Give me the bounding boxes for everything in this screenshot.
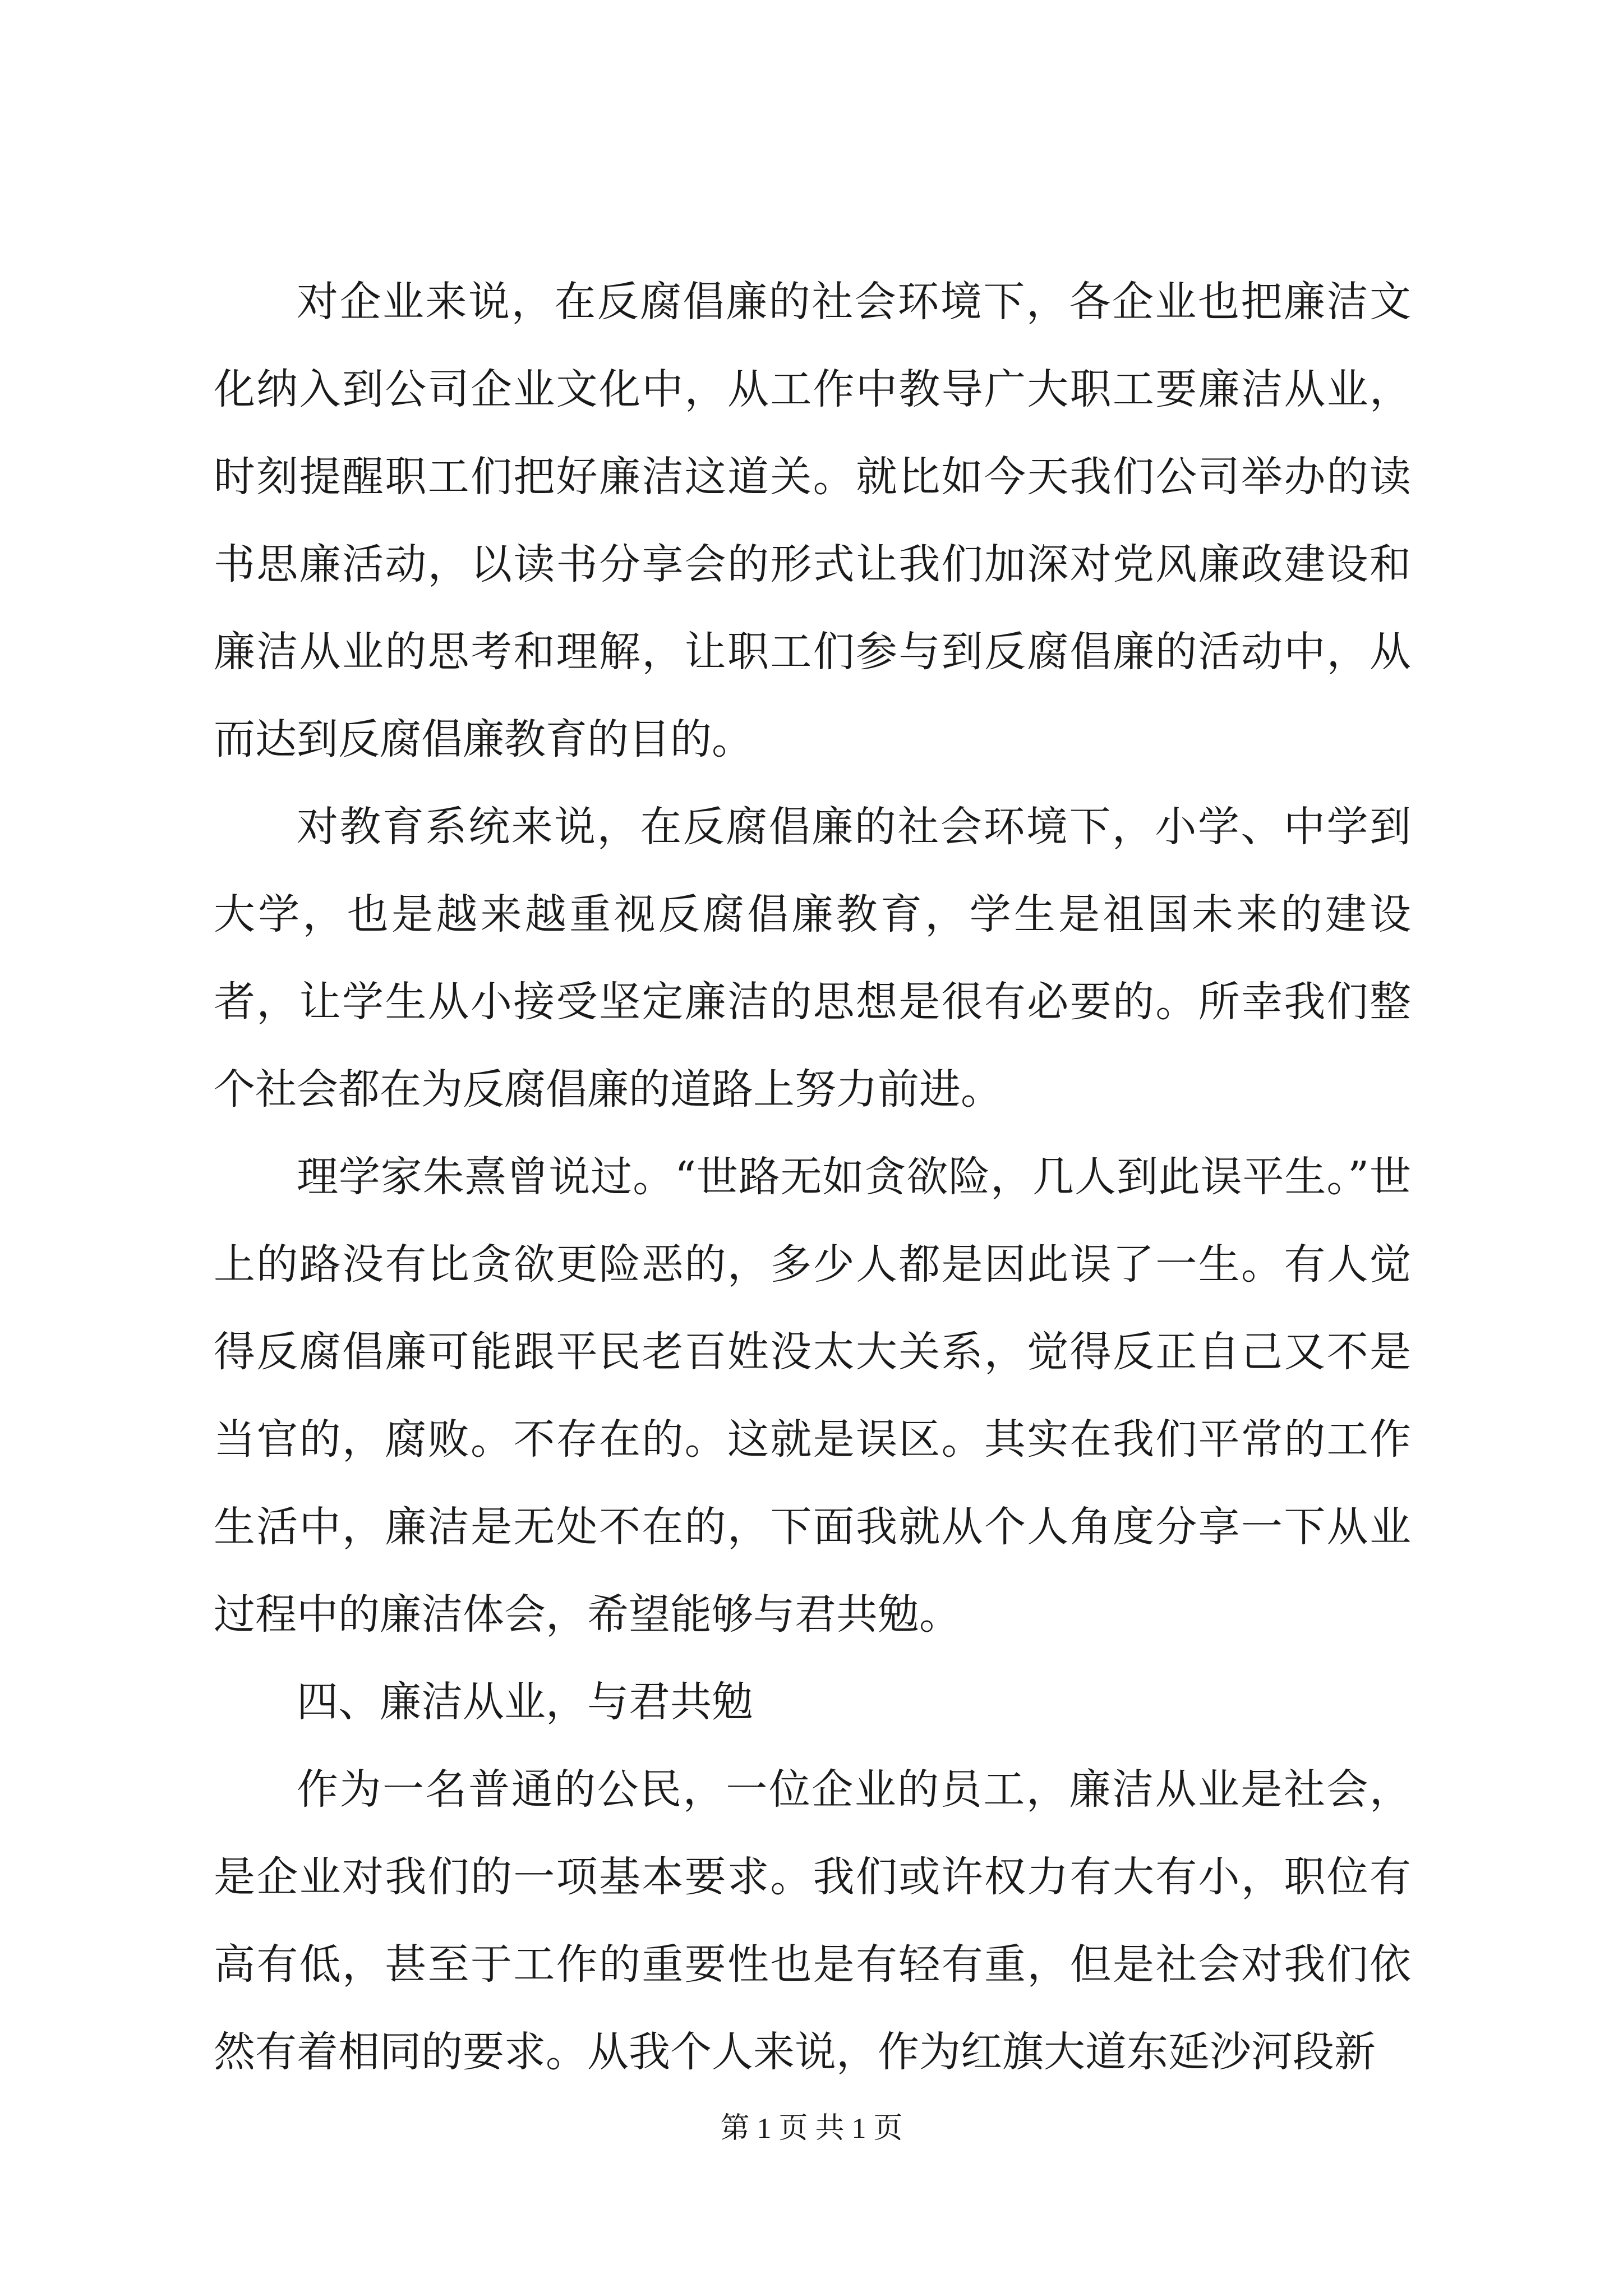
section-heading: 四、廉洁从业，与君共勉 [297,1678,753,1726]
paragraph-citizen: 作为一名普通的公民，一位企业的员工，廉洁从业是社会，是企业对我们的一项基本要求。我们或许权力有大有小，职位有高有低，甚至于工作的重要性也是有轻有重，但是社会对我们依然有着相同的要求。从我个人来说，作为红旗大道东延沙河段新 [214,1765,1411,2076]
paragraph-education: 对教育系统来说，在反腐倡廉的社会环境下，小学、中学到大学，也是越来越重视反腐倡廉教育，学生是祖国未来的建设者，让学生从小接受坚定廉洁的思想是很有必要的。所幸我们整个社会都在为反腐倡廉的道路上努力前进。 [214,803,1411,1114]
paragraph-zhuxi-quote: 理学家朱熹曾说过。“世路无如贪欲险，几人到此误平生。”世上的路没有比贪欲更险恶的，多少人都是因此误了一生。有人觉得反腐倡廉可能跟平民老百姓没太大关系，觉得反正自己又不是当官的，腐败。不存在的。这就是误区。其实在我们平常的工作生活中，廉洁是无处不在的，下面我就从个人角度分享一下从业过程中的廉洁体会，希望能够与君共勉。 [214,1153,1411,1639]
document-body [214,258,1411,2096]
paragraph-enterprise: 对企业来说，在反腐倡廉的社会环境下，各企业也把廉洁文化纳入到公司企业文化中，从工作中教导广大职工要廉洁从业，时刻提醒职工们把好廉洁这道关。就比如今天我们公司举办的读书思廉活动，以读书分享会的形式让我们加深对党风廉政建设和廉洁从业的思考和理解，让职工们参与到反腐倡廉的活动中，从而达到反腐倡廉教育的目的。 [214,278,1411,763]
page-footer: 第 1 页 共 1 页 [720,2113,903,2145]
